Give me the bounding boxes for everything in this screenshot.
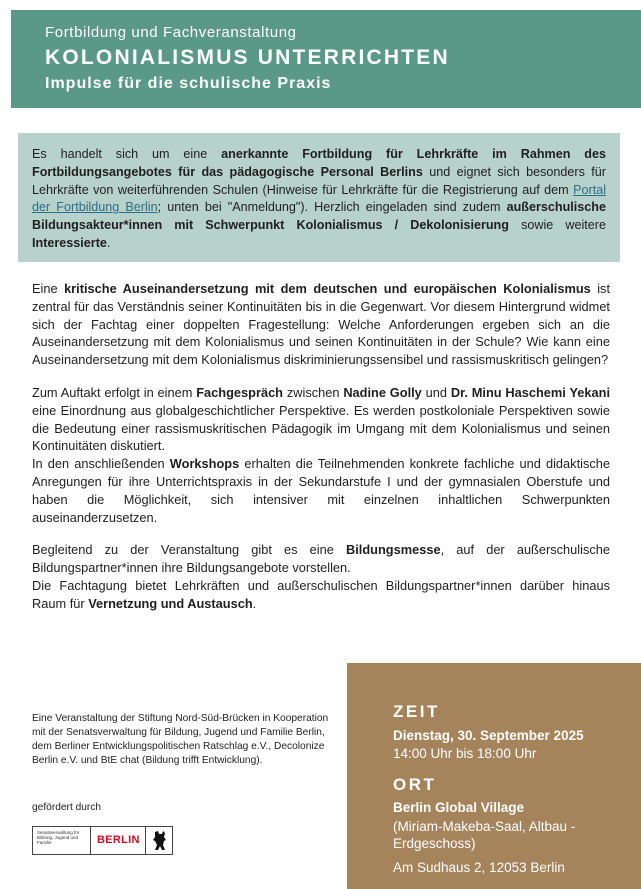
- intro-text: sowie weitere: [508, 218, 606, 233]
- text: Die Fachtagung bietet Lehrkräften und außerschulischen Bildungspartner*innen darüber hinaus Raum für: [32, 577, 610, 611]
- venue-room: (Miriam-Makeba-Saal, Altbau - Erdgeschoss): [393, 819, 576, 851]
- bold-text: Bildungsmesse: [346, 542, 441, 558]
- text: Eine: [32, 281, 65, 296]
- paragraph: [32, 384, 610, 455]
- berlin-bear-icon: [149, 829, 171, 852]
- paragraph: [32, 280, 610, 369]
- intro-text: .: [106, 235, 111, 250]
- bold-text: Workshops: [169, 456, 240, 472]
- header-subtitle: Fortbildung und Fachveranstaltung: [45, 24, 297, 41]
- place-heading: ORT: [393, 775, 437, 794]
- paragraph: [32, 541, 610, 577]
- venue-name: Berlin Global Village: [393, 800, 525, 815]
- bold-text: Dr. Minu Haschemi Yekani: [450, 384, 611, 400]
- page-title: KOLONIALISMUS UNTERRICHTEN: [45, 46, 450, 69]
- text: ist zentral für das Verständnis seiner Kontinuitäten bis in die Gegenwart. Vor diesem Hintergrund widmet sich der Fachtag einer doppelten Fragestellung: Welche Anforderungen ergeben sich an die Auseinandersetzung mit dem Kolonialismus und seinen Kontinuitäten in der Schule? Wie kann eine Auseinandersetzung mit dem Kolonialismus diskriminierungssensibel und rassismuskritisch gelingen?: [32, 281, 610, 368]
- text: Begleitend zu der Veranstaltung gibt es eine: [32, 542, 346, 558]
- text: , auf der außerschulische Bildungspartner*innen ihre Bildungsangebote vorstellen.: [32, 542, 610, 576]
- text: erhalten die Teilnehmenden konkrete fachliche und didaktische Anregungen für ihre Unterrichtspraxis in der Sekundarstufe I und der gymnasialen Oberstufe und haben die Möglichkeit, sich intensiver mit einzelnen inhaltlichen Schwerpunkten auseinanderzusetzen.: [32, 456, 610, 525]
- bold-text: Vernetzung und Austausch: [88, 595, 253, 611]
- intro-text: und eignet sich besonders für Lehrkräfte von weiterführenden Schulen (Hinweise für Lehrkräfte für die Registrierung auf dem: [32, 164, 606, 197]
- logo-berlin: BERLIN: [97, 834, 140, 846]
- intro-bold: Interessierte: [32, 235, 107, 250]
- intro-bold: anerkannte Fortbildung für Lehrkräfte im Rahmen des Fortbildungsangebotes für das pädagogische Personal Berlins: [32, 147, 607, 179]
- intro-box: [18, 133, 620, 262]
- bold-text: kritische Auseinandersetzung mit dem deutschen und europäischen Kolonialismus: [64, 281, 591, 296]
- text: und: [421, 384, 451, 400]
- main-text: [32, 280, 610, 613]
- intro-text: ; unten bei "Anmeldung"). Herzlich eingeladen sind zudem: [157, 200, 507, 215]
- header-banner: [11, 10, 641, 108]
- organizer-note: Eine Veranstaltung der Stiftung Nord-Süd-Brücken in Kooperation mit der Senatsverwaltung für Bildung, Jugend und Familie Berlin, dem Berliner Entwicklungspolitischen Ratschlag e.V., Decolonize Berlin e.V. und BtE chat (Bildung trifft Entwicklung).: [32, 713, 329, 766]
- intro-text: Es handelt sich um eine: [32, 147, 222, 161]
- logo-divider: [90, 827, 91, 854]
- logo-text: Senatsverwaltung für Bildung, Jugend und Familie: [37, 830, 80, 846]
- header-tagline: Impulse für die schulische Praxis: [45, 75, 332, 92]
- funded-by-label: gefördert durch: [32, 802, 102, 813]
- text: .: [252, 595, 257, 611]
- senate-logo: [32, 826, 173, 855]
- portal-link[interactable]: Portal der Fortbildung Berlin: [32, 182, 606, 215]
- text: zwischen: [283, 384, 344, 400]
- paragraph: [32, 577, 610, 613]
- intro-bold: außerschulische Bildungsakteur*innen mit Schwerpunkt Kolonialismus / Dekolonisierung: [32, 200, 606, 233]
- bold-text: Nadine Golly: [343, 384, 422, 400]
- bold-text: Fachgespräch: [196, 384, 284, 400]
- text: Zum Auftakt erfolgt in einem: [32, 384, 197, 400]
- paragraph: [32, 455, 610, 526]
- event-date: Dienstag, 30. September 2025: [393, 728, 584, 743]
- time-heading: ZEIT: [393, 702, 440, 721]
- text: eine Einordnung aus globalgeschichtlicher Perspektive. Es werden postkoloniale Perspektiven sowie die Bedeutung einer rassismuskritischen Pädagogik im Umgang mit dem Kolonialismus und seinen Kontinuitäten diskutiert.: [32, 402, 610, 454]
- event-info-box: [347, 663, 641, 889]
- venue-address: Am Sudhaus 2, 12053 Berlin: [393, 860, 565, 875]
- text: In den anschließenden: [32, 456, 170, 472]
- logo-divider: [145, 827, 146, 854]
- event-time: 14:00 Uhr bis 18:00 Uhr: [393, 746, 537, 761]
